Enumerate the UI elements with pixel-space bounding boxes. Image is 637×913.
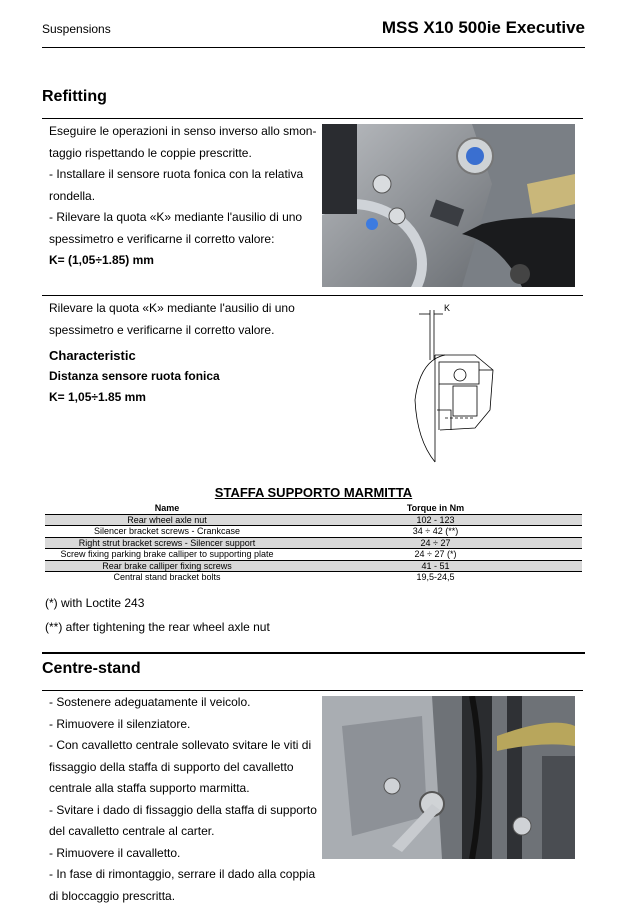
refitting-line: - Installare il sensore ruota fonica con la relativa: [49, 167, 304, 181]
characteristic-name: Distanza sensore ruota fonica: [49, 369, 220, 383]
table-header-torque: Torque in Nm: [406, 503, 465, 514]
refitting-top-rule: [42, 118, 583, 119]
centre-stand-line: - Svitare i dado di fissaggio della staffa di supporto: [49, 802, 317, 817]
table-header-name: Name: [154, 503, 180, 514]
centre-stand-top-rule: [42, 652, 585, 654]
table-note-axle-nut: (**) after tightening the rear wheel axle nut: [45, 620, 270, 634]
refitting-mid-rule: [42, 295, 583, 296]
table-note-loctite: (*) with Loctite 243: [45, 596, 145, 610]
characteristic-heading: Characteristic: [49, 348, 136, 363]
header-divider: [42, 47, 585, 48]
centre-stand-line: di bloccaggio prescritta.: [49, 888, 176, 903]
table-cell-torque: 34 ÷ 42 (**): [289, 526, 582, 538]
table-cell-name: Rear wheel axle nut: [45, 514, 289, 526]
centre-stand-line: - Rimuovere il cavalletto.: [49, 845, 181, 860]
table-cell-name: Rear brake calliper fixing screws: [45, 560, 289, 572]
centre-stand-title: Centre-stand: [42, 660, 141, 677]
centre-stand-line: del cavalletto centrale al carter.: [49, 824, 215, 838]
refitting-line: taggio rispettando le coppie prescritte.: [49, 145, 252, 160]
sensor-gap-diagram: [405, 300, 505, 470]
refitting-line: Eseguire le operazioni in senso inverso allo smon-: [49, 124, 317, 138]
table-cell-name: Right strut bracket screws - Silencer support: [45, 537, 289, 549]
refitting-line: - Rilevare la quota «K» mediante l'ausilio di uno: [49, 210, 303, 224]
table-cell-name: Central stand bracket bolts: [45, 572, 289, 583]
refitting-k-value: K= (1,05÷1.85) mm: [49, 253, 154, 267]
table-row: [45, 549, 582, 561]
centre-stand-line: - Con cavalletto centrale sollevato svitare le viti di: [49, 738, 312, 752]
table-cell-torque: 41 - 51: [289, 560, 582, 572]
centre-stand-instructions: [49, 692, 319, 907]
centre-stand-line: - Sostenere adeguatamente il veicolo.: [49, 695, 251, 709]
sensor-photo-illustration: [322, 124, 575, 287]
sensor-photo: [322, 124, 575, 287]
centre-stand-line: centrale alla staffa supporto marmitta.: [49, 781, 250, 795]
centre-stand-photo-illustration: [322, 696, 575, 859]
centre-stand-line: fissaggio della staffa di supporto del cavalletto: [49, 759, 294, 774]
centre-stand-photo: [322, 696, 575, 859]
table-cell-name: Screw fixing parking brake calliper to supporting plate: [45, 549, 289, 561]
characteristic-value: K= 1,05÷1.85 mm: [49, 390, 146, 404]
measure-instructions: [49, 298, 329, 341]
refitting-instructions: [49, 121, 319, 272]
sensor-gap-drawing: [405, 300, 505, 470]
table-row: [45, 514, 582, 526]
table-title: STAFFA SUPPORTO MARMITTA: [214, 485, 413, 500]
measure-line: Rilevare la quota «K» mediante l'ausilio di uno: [49, 301, 295, 315]
centre-stand-line: - Rimuovere il silenziatore.: [49, 716, 191, 731]
table-row: [45, 572, 582, 583]
centre-stand-line: - In fase di rimontaggio, serrare il dado alla coppia: [49, 867, 316, 881]
table-row: [45, 560, 582, 572]
table-cell-torque: 102 - 123: [289, 514, 582, 526]
table-row: [45, 537, 582, 549]
centre-stand-rule: [42, 690, 583, 691]
diagram-k-label: K: [444, 303, 451, 313]
table-cell-torque: 24 ÷ 27 (*): [289, 549, 582, 561]
header-model-title: MSS X10 500ie Executive: [381, 18, 585, 37]
header-section-label: Suspensions: [42, 22, 111, 36]
table-cell-torque: 19,5-24,5: [289, 572, 582, 583]
refitting-title: Refitting: [42, 88, 107, 105]
refitting-line: rondella.: [49, 188, 96, 203]
table-cell-name: Silencer bracket screws - Crankcase: [45, 526, 289, 538]
table-row: [45, 526, 582, 538]
measure-line: spessimetro e verificarne il corretto valore.: [49, 322, 275, 337]
refitting-line: spessimetro e verificarne il corretto valore:: [49, 231, 275, 246]
table-cell-torque: 24 ÷ 27: [289, 537, 582, 549]
torque-table: [45, 503, 582, 583]
